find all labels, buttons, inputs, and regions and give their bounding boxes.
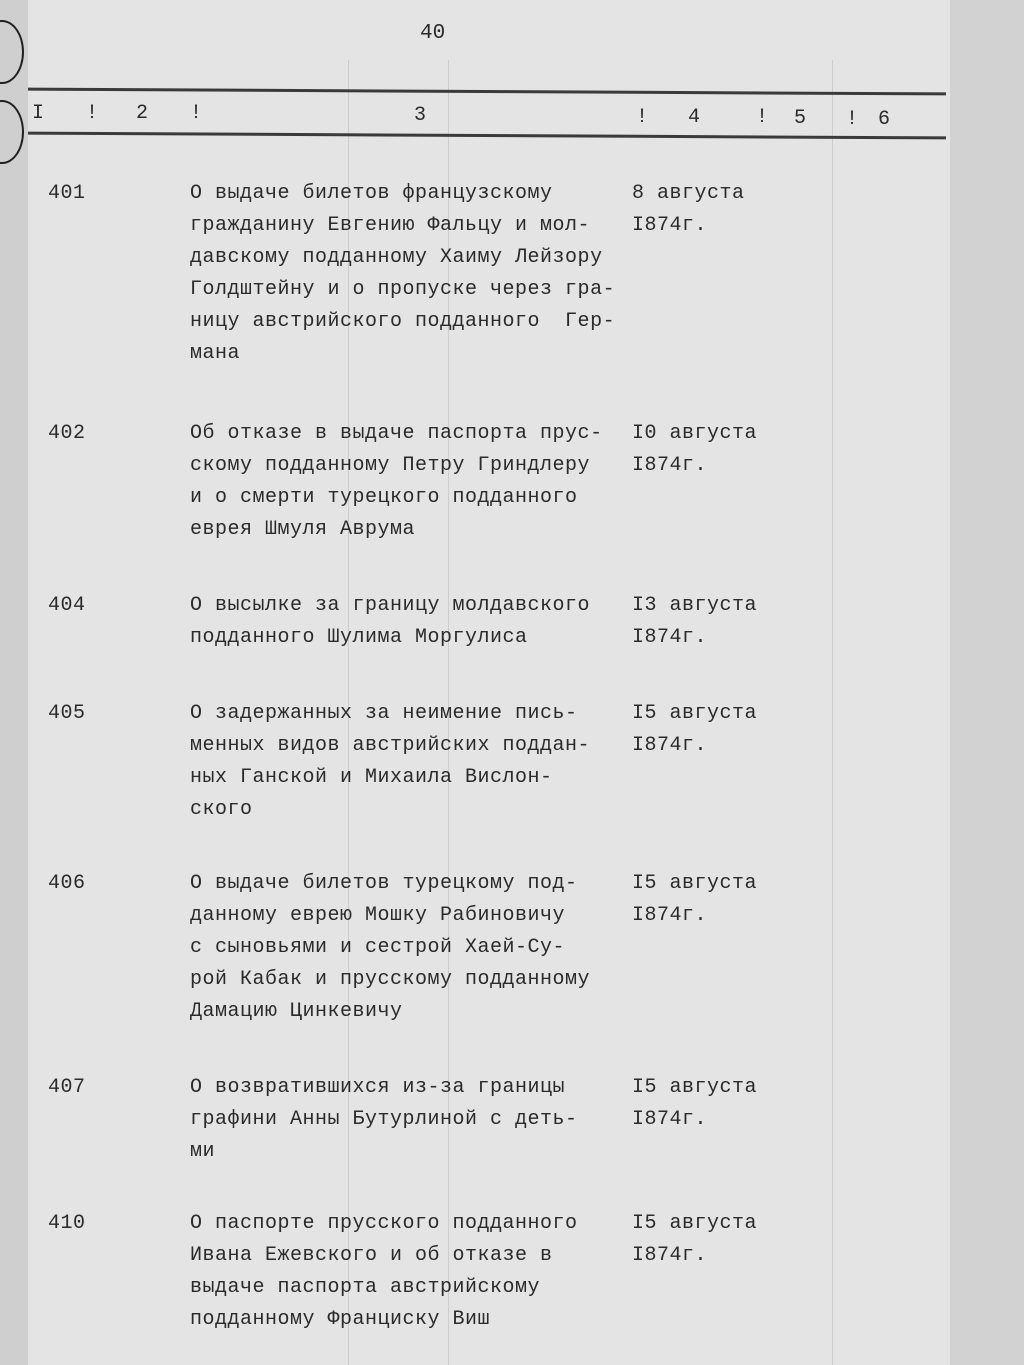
description-line: подданного Шулима Моргулиса	[190, 626, 528, 649]
header-col-5: 5	[794, 107, 807, 130]
entry-description	[190, 698, 590, 826]
header-col-2: 2	[136, 102, 149, 125]
description-line: менных видов австрийских поддан-	[190, 734, 591, 757]
date-line: I0 августа	[632, 422, 758, 445]
description-line: графини Анны Бутурлиной с деть-	[190, 1108, 578, 1131]
date-line: I874г.	[632, 214, 708, 237]
header-separator: !	[756, 106, 769, 129]
description-line: с сыновьями и сестрой Хаей-Су-	[190, 936, 566, 959]
description-line: скому подданному Петру Гриндлеру	[190, 454, 591, 477]
entry-number: 407	[48, 1076, 86, 1099]
entry-number: 410	[48, 1212, 86, 1235]
description-line: ского	[190, 798, 253, 821]
page-number: 40	[420, 22, 446, 45]
header-separator: !	[190, 102, 203, 125]
header-col-1: I	[32, 102, 45, 125]
date-line: I874г.	[632, 1108, 708, 1131]
entry-date	[632, 698, 757, 762]
date-line: I874г.	[632, 734, 708, 757]
entry-description	[190, 868, 590, 1028]
description-line: и о смерти турецкого подданного	[190, 486, 578, 509]
description-line: О возвратившихся из-за границы	[190, 1076, 566, 1099]
description-line: гражданину Евгению Фальцу и мол-	[190, 214, 591, 237]
description-line: ных Ганской и Михаила Вислон-	[190, 766, 553, 789]
entry-number: 401	[48, 182, 86, 205]
description-line: О задержанных за неимение пись-	[190, 702, 578, 725]
entry-date	[632, 178, 745, 242]
binding-curl	[0, 20, 24, 84]
date-line: I874г.	[632, 904, 708, 927]
description-line: Ивана Ежевского и об отказе в	[190, 1244, 553, 1267]
entry-date	[632, 1208, 757, 1272]
date-line: I5 августа	[632, 1212, 758, 1235]
date-line: I3 августа	[632, 594, 758, 617]
page-edge	[950, 0, 1024, 1365]
description-line: давскому подданному Хаиму Лейзору	[190, 246, 603, 269]
description-line: О выдаче билетов французскому	[190, 182, 553, 205]
entry-number: 406	[48, 872, 86, 895]
entry-date	[632, 868, 757, 932]
description-line: рой Кабак и прусскому подданному	[190, 968, 591, 991]
header-col-4: 4	[688, 106, 701, 129]
header-separator: !	[846, 108, 859, 131]
header-col-3: 3	[414, 104, 427, 127]
description-line: подданному Франциску Виш	[190, 1308, 491, 1331]
date-line: I5 августа	[632, 1076, 758, 1099]
header-separator: !	[636, 106, 649, 129]
description-line: данному еврею Мошку Рабиновичу	[190, 904, 566, 927]
description-line: О паспорте прусского подданного	[190, 1212, 578, 1235]
entry-description	[190, 178, 615, 370]
description-line: Об отказе в выдаче паспорта прус-	[190, 422, 603, 445]
date-line: I5 августа	[632, 702, 758, 725]
entry-number: 404	[48, 594, 86, 617]
description-line: Дамацию Цинкевичу	[190, 1000, 403, 1023]
description-line: Голдштейну и о пропуске через гра-	[190, 278, 616, 301]
date-line: I874г.	[632, 1244, 708, 1267]
date-line: I5 августа	[632, 872, 758, 895]
entry-description	[190, 1072, 578, 1168]
header-separator: !	[86, 102, 99, 125]
description-line: мана	[190, 342, 241, 365]
description-line: еврея Шмуля Аврума	[190, 518, 416, 541]
entry-description	[190, 590, 590, 654]
entry-date	[632, 590, 757, 654]
description-line: О выдаче билетов турецкому под-	[190, 872, 578, 895]
description-line: выдаче паспорта австрийскому	[190, 1276, 541, 1299]
entry-date	[632, 418, 757, 482]
date-line: I874г.	[632, 626, 708, 649]
entry-number: 405	[48, 702, 86, 725]
description-line: О высылке за границу молдавского	[190, 594, 591, 617]
binding-edge	[0, 0, 28, 1365]
description-line: ницу австрийского подданного Гер-	[190, 310, 616, 333]
entry-description	[190, 418, 603, 546]
faint-column-line	[832, 60, 833, 1365]
entry-number: 402	[48, 422, 86, 445]
entry-date	[632, 1072, 757, 1136]
date-line: 8 августа	[632, 182, 745, 205]
date-line: I874г.	[632, 454, 708, 477]
binding-curl	[0, 100, 24, 164]
description-line: ми	[190, 1140, 216, 1163]
header-col-6: 6	[878, 108, 891, 131]
entry-description	[190, 1208, 578, 1336]
